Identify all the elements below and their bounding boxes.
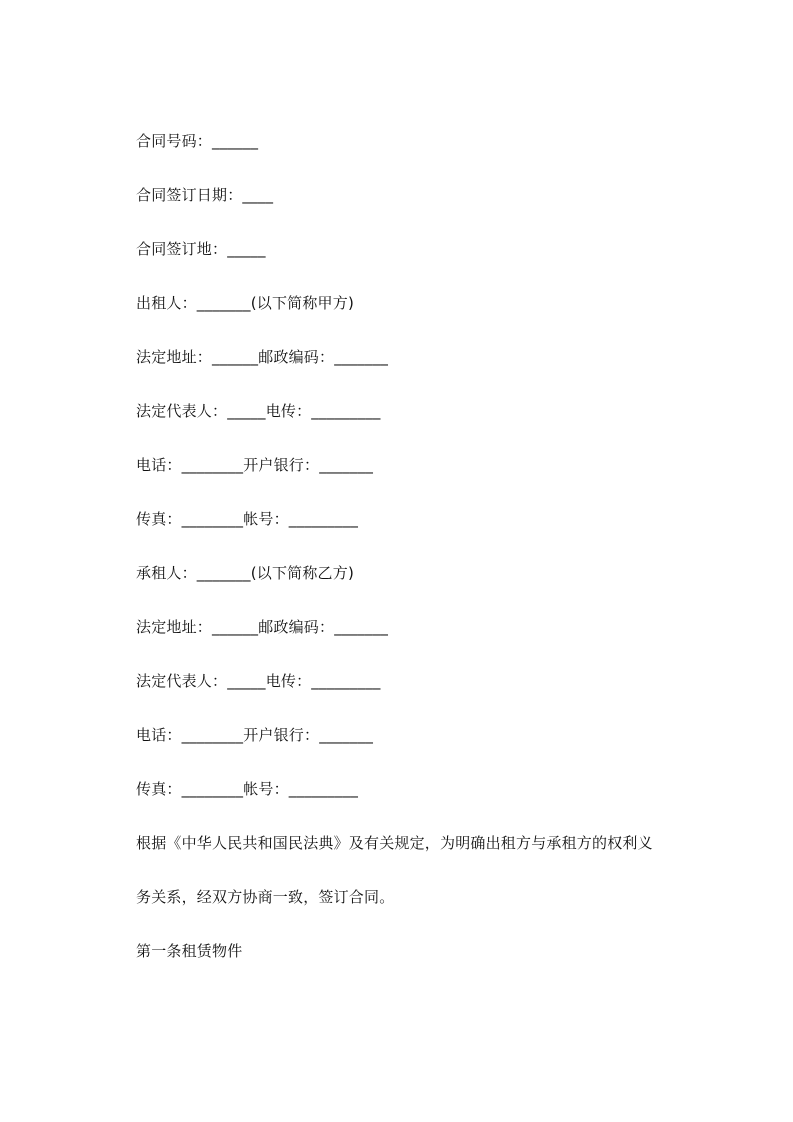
lessee-representative-line: 法定代表人：_____电传：_________ xyxy=(136,672,381,690)
lessor-line: 出租人：_______(以下简称甲方) xyxy=(136,294,355,312)
lessor-address-line: 法定地址：______邮政编码：_______ xyxy=(136,348,389,366)
lessee-fax-line: 传真：________帐号：_________ xyxy=(136,780,359,798)
preamble-line-1: 根据《中华人民共和国民法典》及有关规定，为明确出租方与承租方的权利义 xyxy=(136,834,653,852)
signing-place-line: 合同签订地：_____ xyxy=(136,240,266,258)
contract-number-line: 合同号码：______ xyxy=(136,132,259,150)
document-body xyxy=(136,128,696,965)
section-heading: 第一条租赁物件 xyxy=(136,942,243,960)
lessee-phone-line: 电话：________开户银行：_______ xyxy=(136,726,374,744)
signing-date-line: 合同签订日期：____ xyxy=(136,186,274,204)
lessor-phone-line: 电话：________开户银行：_______ xyxy=(136,456,374,474)
lessor-representative-line: 法定代表人：_____电传：_________ xyxy=(136,402,381,420)
lessee-address-line: 法定地址：______邮政编码：_______ xyxy=(136,618,389,636)
preamble-line-2: 务关系，经双方协商一致，签订合同。 xyxy=(136,888,395,906)
lessor-fax-line: 传真：________帐号：_________ xyxy=(136,510,359,528)
lessee-line: 承租人：_______(以下简称乙方) xyxy=(136,564,355,582)
